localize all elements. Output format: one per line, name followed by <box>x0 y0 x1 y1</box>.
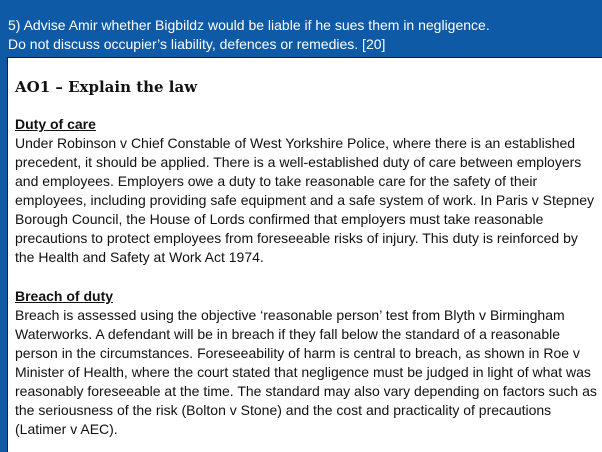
duty-paragraph-line: precautions to protect employees from foreseeable risks of injury. This duty is reinforced by <box>15 230 578 246</box>
duty-paragraph-line: precedent, it should be applied. There is a well-established duty of care between employers <box>15 154 582 170</box>
breach-of-duty-title: Breach of duty <box>15 288 114 304</box>
breach-paragraph-line: the seriousness of the risk (Bolton v Stone) and the cost and practicality of precautions <box>15 402 552 418</box>
duty-paragraph-line: and employees. Employers owe a duty to take reasonable care for the safety of their <box>15 173 538 189</box>
breach-paragraph-line: reasonably foreseeable at the time. The standard may also vary depending on factors such as <box>15 383 597 399</box>
question-line-2: Do not discuss occupier’s liability, defences or remedies. [20] <box>8 36 386 52</box>
breach-paragraph-line: Breach is assessed using the objective ‘reasonable person’ test from Blyth v Birmingham <box>15 307 565 323</box>
breach-paragraph-line: person in the circumstances. Foreseeability of harm is central to breach, as shown in Roe v <box>15 345 580 361</box>
breach-paragraph-line: Minister of Health, where the court stated that negligence must be judged in light of what was <box>15 364 591 380</box>
duty-paragraph-line: employees, including providing safe equipment and a safe system of work. In Paris v Stepney <box>15 192 594 208</box>
duty-paragraph-line: the Health and Safety at Work Act 1974. <box>15 249 264 265</box>
breach-paragraph-line: (Latimer v AEC). <box>15 421 118 437</box>
answer-heading: AO1 – Explain the law <box>15 78 198 96</box>
question-prompt <box>8 16 602 54</box>
breach-paragraph-line: Waterworks. A defendant will be in breach if they fall below the standard of a reasonable <box>15 326 561 342</box>
answer-box <box>7 57 602 452</box>
duty-paragraph-line: Under Robinson v Chief Constable of West Yorkshire Police, where there is an established <box>15 135 576 151</box>
duty-of-care-title: Duty of care <box>15 116 96 132</box>
duty-paragraph-line: Borough Council, the House of Lords confirmed that employers must take reasonable <box>15 211 544 227</box>
question-line-1: 5) Advise Amir whether Bigbildz would be liable if he sues them in negligence. <box>8 17 490 33</box>
